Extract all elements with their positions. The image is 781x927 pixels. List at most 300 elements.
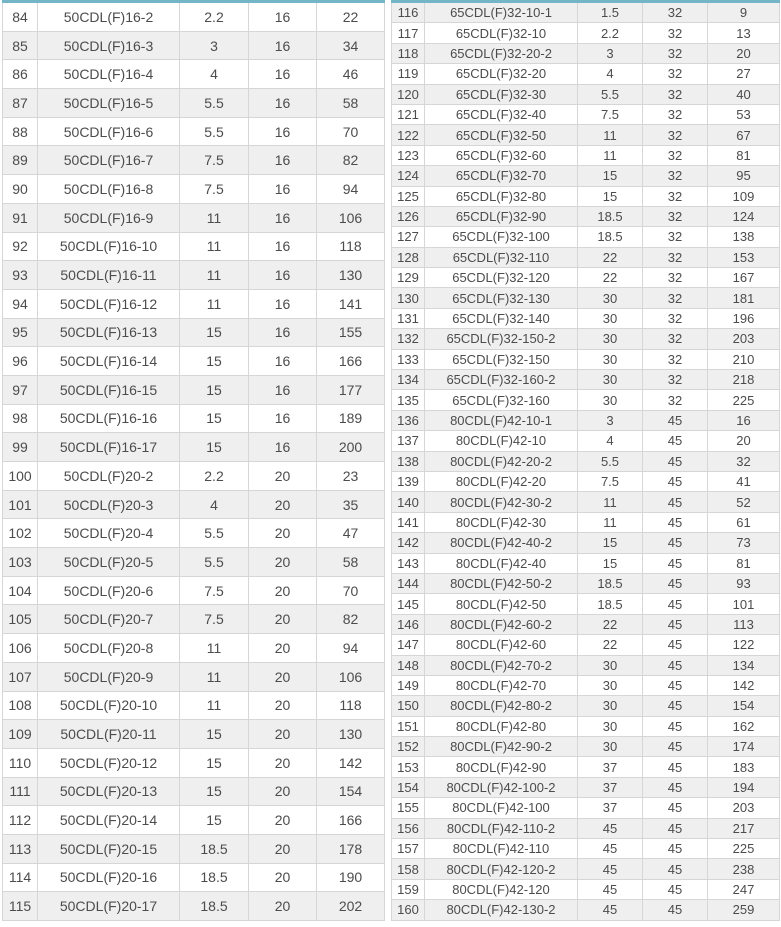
cell-model: 65CDL(F)32-160 xyxy=(425,390,578,410)
cell-model: 50CDL(F)20-3 xyxy=(38,490,180,519)
cell-power: 5.5 xyxy=(180,519,249,548)
cell-flow: 32 xyxy=(643,166,708,186)
cell-head: 142 xyxy=(317,748,385,777)
cell-power: 4 xyxy=(180,490,249,519)
cell-row-number: 89 xyxy=(3,146,38,175)
cell-head: 94 xyxy=(317,175,385,204)
cell-flow: 32 xyxy=(643,390,708,410)
cell-power: 30 xyxy=(578,655,643,675)
cell-power: 11 xyxy=(180,261,249,290)
cell-head: 81 xyxy=(708,553,780,573)
table-row xyxy=(3,490,385,519)
cell-flow: 32 xyxy=(643,370,708,390)
cell-power: 22 xyxy=(578,247,643,267)
cell-head: 40 xyxy=(708,84,780,104)
cell-model: 65CDL(F)32-10-1 xyxy=(425,2,578,23)
cell-head: 225 xyxy=(708,390,780,410)
cell-model: 65CDL(F)32-50 xyxy=(425,125,578,145)
cell-flow: 45 xyxy=(643,737,708,757)
cell-row-number: 96 xyxy=(3,347,38,376)
table-row xyxy=(3,605,385,634)
cell-head: 178 xyxy=(317,834,385,863)
cell-row-number: 137 xyxy=(392,431,425,451)
cell-flow: 32 xyxy=(643,64,708,84)
cell-power: 15 xyxy=(180,433,249,462)
cell-head: 247 xyxy=(708,879,780,899)
cell-head: 194 xyxy=(708,777,780,797)
cell-model: 65CDL(F)32-80 xyxy=(425,186,578,206)
table-row xyxy=(3,720,385,749)
cell-power: 37 xyxy=(578,757,643,777)
cell-power: 15 xyxy=(180,806,249,835)
table-row xyxy=(392,390,780,410)
cell-model: 65CDL(F)32-20-2 xyxy=(425,43,578,63)
cell-flow: 32 xyxy=(643,268,708,288)
cell-head: 46 xyxy=(317,60,385,89)
cell-flow: 16 xyxy=(249,203,317,232)
cell-row-number: 136 xyxy=(392,410,425,430)
cell-power: 4 xyxy=(578,64,643,84)
cell-model: 65CDL(F)32-40 xyxy=(425,104,578,124)
cell-row-number: 98 xyxy=(3,404,38,433)
cell-row-number: 155 xyxy=(392,798,425,818)
cell-model: 65CDL(F)32-20 xyxy=(425,64,578,84)
cell-head: 101 xyxy=(708,594,780,614)
cell-flow: 45 xyxy=(643,614,708,634)
cell-model: 65CDL(F)32-60 xyxy=(425,145,578,165)
table-row xyxy=(392,818,780,838)
table-row xyxy=(392,716,780,736)
cell-model: 65CDL(F)32-30 xyxy=(425,84,578,104)
table-row xyxy=(392,329,780,349)
cell-row-number: 90 xyxy=(3,175,38,204)
cell-power: 11 xyxy=(180,662,249,691)
cell-head: 34 xyxy=(317,31,385,60)
cell-row-number: 123 xyxy=(392,145,425,165)
table-row xyxy=(3,662,385,691)
table-row xyxy=(3,433,385,462)
cell-head: 35 xyxy=(317,490,385,519)
cell-power: 4 xyxy=(180,60,249,89)
cell-power: 45 xyxy=(578,859,643,879)
cell-model: 50CDL(F)20-12 xyxy=(38,748,180,777)
cell-power: 45 xyxy=(578,839,643,859)
cell-power: 11 xyxy=(578,492,643,512)
cell-flow: 20 xyxy=(249,892,317,921)
cell-model: 80CDL(F)42-10 xyxy=(425,431,578,451)
cell-flow: 20 xyxy=(249,519,317,548)
cell-row-number: 150 xyxy=(392,696,425,716)
cell-model: 80CDL(F)42-120 xyxy=(425,879,578,899)
cell-flow: 16 xyxy=(249,31,317,60)
cell-model: 65CDL(F)32-120 xyxy=(425,268,578,288)
cell-row-number: 94 xyxy=(3,289,38,318)
cell-model: 50CDL(F)20-13 xyxy=(38,777,180,806)
table-row xyxy=(3,576,385,605)
cell-power: 5.5 xyxy=(578,84,643,104)
cell-row-number: 118 xyxy=(392,43,425,63)
cell-row-number: 95 xyxy=(3,318,38,347)
cell-flow: 16 xyxy=(249,232,317,261)
cell-row-number: 160 xyxy=(392,900,425,920)
table-row xyxy=(3,60,385,89)
cell-row-number: 104 xyxy=(3,576,38,605)
cell-model: 50CDL(F)20-15 xyxy=(38,834,180,863)
cell-flow: 20 xyxy=(249,863,317,892)
cell-flow: 16 xyxy=(249,2,317,32)
cell-power: 11 xyxy=(578,145,643,165)
cell-power: 3 xyxy=(578,43,643,63)
table-row xyxy=(3,404,385,433)
cell-row-number: 92 xyxy=(3,232,38,261)
cell-power: 7.5 xyxy=(180,175,249,204)
pump-table-right-body xyxy=(392,2,780,921)
cell-row-number: 100 xyxy=(3,462,38,491)
table-row xyxy=(392,879,780,899)
cell-head: 22 xyxy=(317,2,385,32)
table-row xyxy=(392,737,780,757)
cell-model: 50CDL(F)16-7 xyxy=(38,146,180,175)
cell-row-number: 153 xyxy=(392,757,425,777)
cell-flow: 16 xyxy=(249,261,317,290)
table-row xyxy=(392,227,780,247)
table-row xyxy=(3,175,385,204)
cell-power: 45 xyxy=(578,818,643,838)
cell-head: 73 xyxy=(708,533,780,553)
cell-power: 4 xyxy=(578,431,643,451)
table-row xyxy=(392,757,780,777)
cell-power: 7.5 xyxy=(180,576,249,605)
cell-flow: 32 xyxy=(643,186,708,206)
cell-flow: 32 xyxy=(643,2,708,23)
cell-head: 20 xyxy=(708,43,780,63)
cell-model: 50CDL(F)16-6 xyxy=(38,117,180,146)
cell-row-number: 113 xyxy=(3,834,38,863)
table-row xyxy=(392,268,780,288)
cell-model: 50CDL(F)16-9 xyxy=(38,203,180,232)
cell-row-number: 129 xyxy=(392,268,425,288)
table-row xyxy=(3,318,385,347)
cell-row-number: 111 xyxy=(3,777,38,806)
cell-flow: 20 xyxy=(249,806,317,835)
table-row xyxy=(392,859,780,879)
cell-row-number: 109 xyxy=(3,720,38,749)
cell-flow: 32 xyxy=(643,23,708,43)
cell-power: 18.5 xyxy=(578,594,643,614)
cell-flow: 45 xyxy=(643,533,708,553)
cell-row-number: 135 xyxy=(392,390,425,410)
table-row xyxy=(392,512,780,532)
cell-row-number: 133 xyxy=(392,349,425,369)
table-row xyxy=(3,462,385,491)
cell-model: 50CDL(F)16-4 xyxy=(38,60,180,89)
cell-head: 118 xyxy=(317,691,385,720)
cell-flow: 20 xyxy=(249,720,317,749)
cell-row-number: 156 xyxy=(392,818,425,838)
cell-head: 196 xyxy=(708,308,780,328)
cell-head: 106 xyxy=(317,203,385,232)
cell-head: 166 xyxy=(317,347,385,376)
cell-row-number: 110 xyxy=(3,748,38,777)
cell-flow: 32 xyxy=(643,104,708,124)
cell-row-number: 87 xyxy=(3,89,38,118)
table-row xyxy=(392,492,780,512)
table-row xyxy=(392,573,780,593)
cell-row-number: 119 xyxy=(392,64,425,84)
cell-flow: 45 xyxy=(643,451,708,471)
table-row xyxy=(3,748,385,777)
table-row xyxy=(3,777,385,806)
cell-model: 80CDL(F)42-40-2 xyxy=(425,533,578,553)
table-row xyxy=(3,2,385,32)
cell-head: 217 xyxy=(708,818,780,838)
cell-power: 7.5 xyxy=(578,104,643,124)
cell-model: 80CDL(F)42-50-2 xyxy=(425,573,578,593)
cell-model: 80CDL(F)42-60-2 xyxy=(425,614,578,634)
cell-head: 134 xyxy=(708,655,780,675)
cell-flow: 32 xyxy=(643,125,708,145)
cell-row-number: 143 xyxy=(392,553,425,573)
table-row xyxy=(3,146,385,175)
cell-flow: 20 xyxy=(249,605,317,634)
cell-flow: 32 xyxy=(643,329,708,349)
table-row xyxy=(3,691,385,720)
cell-power: 45 xyxy=(578,900,643,920)
cell-head: 130 xyxy=(317,720,385,749)
cell-flow: 45 xyxy=(643,777,708,797)
cell-head: 154 xyxy=(317,777,385,806)
cell-row-number: 101 xyxy=(3,490,38,519)
cell-model: 80CDL(F)42-120-2 xyxy=(425,859,578,879)
cell-model: 80CDL(F)42-30-2 xyxy=(425,492,578,512)
cell-head: 183 xyxy=(708,757,780,777)
cell-power: 15 xyxy=(180,375,249,404)
cell-model: 50CDL(F)20-14 xyxy=(38,806,180,835)
table-row xyxy=(392,696,780,716)
cell-flow: 45 xyxy=(643,431,708,451)
cell-model: 65CDL(F)32-110 xyxy=(425,247,578,267)
cell-model: 65CDL(F)32-10 xyxy=(425,23,578,43)
cell-head: 124 xyxy=(708,206,780,226)
cell-head: 47 xyxy=(317,519,385,548)
cell-head: 113 xyxy=(708,614,780,634)
cell-flow: 45 xyxy=(643,839,708,859)
cell-head: 27 xyxy=(708,64,780,84)
cell-head: 70 xyxy=(317,576,385,605)
cell-flow: 20 xyxy=(249,634,317,663)
table-row xyxy=(392,308,780,328)
cell-flow: 45 xyxy=(643,635,708,655)
table-row xyxy=(392,431,780,451)
table-row xyxy=(392,410,780,430)
cell-row-number: 121 xyxy=(392,104,425,124)
cell-row-number: 122 xyxy=(392,125,425,145)
cell-row-number: 106 xyxy=(3,634,38,663)
cell-row-number: 138 xyxy=(392,451,425,471)
cell-flow: 16 xyxy=(249,404,317,433)
cell-flow: 45 xyxy=(643,859,708,879)
table-row xyxy=(392,471,780,491)
cell-model: 50CDL(F)16-11 xyxy=(38,261,180,290)
cell-power: 30 xyxy=(578,308,643,328)
cell-model: 50CDL(F)20-16 xyxy=(38,863,180,892)
cell-model: 80CDL(F)42-80-2 xyxy=(425,696,578,716)
cell-power: 22 xyxy=(578,268,643,288)
cell-flow: 45 xyxy=(643,655,708,675)
table-row xyxy=(392,43,780,63)
cell-power: 15 xyxy=(578,166,643,186)
pump-table-left-body xyxy=(3,2,385,921)
cell-head: 203 xyxy=(708,329,780,349)
cell-flow: 20 xyxy=(249,548,317,577)
cell-row-number: 124 xyxy=(392,166,425,186)
table-row xyxy=(392,186,780,206)
cell-model: 80CDL(F)42-110-2 xyxy=(425,818,578,838)
table-row xyxy=(3,203,385,232)
cell-model: 80CDL(F)42-70-2 xyxy=(425,655,578,675)
cell-row-number: 139 xyxy=(392,471,425,491)
cell-row-number: 99 xyxy=(3,433,38,462)
cell-power: 7.5 xyxy=(180,146,249,175)
cell-head: 67 xyxy=(708,125,780,145)
cell-model: 80CDL(F)42-90-2 xyxy=(425,737,578,757)
cell-model: 80CDL(F)42-100-2 xyxy=(425,777,578,797)
cell-power: 18.5 xyxy=(578,573,643,593)
cell-power: 11 xyxy=(180,203,249,232)
cell-flow: 32 xyxy=(643,145,708,165)
cell-power: 2.2 xyxy=(578,23,643,43)
cell-model: 50CDL(F)16-3 xyxy=(38,31,180,60)
table-row xyxy=(3,347,385,376)
table-row xyxy=(3,289,385,318)
table-row xyxy=(392,655,780,675)
cell-head: 167 xyxy=(708,268,780,288)
cell-row-number: 103 xyxy=(3,548,38,577)
cell-power: 22 xyxy=(578,635,643,655)
cell-flow: 45 xyxy=(643,818,708,838)
cell-power: 18.5 xyxy=(180,834,249,863)
table-row xyxy=(392,23,780,43)
cell-head: 238 xyxy=(708,859,780,879)
cell-model: 65CDL(F)32-150 xyxy=(425,349,578,369)
cell-flow: 16 xyxy=(249,175,317,204)
cell-row-number: 120 xyxy=(392,84,425,104)
cell-power: 5.5 xyxy=(180,117,249,146)
cell-row-number: 140 xyxy=(392,492,425,512)
cell-flow: 16 xyxy=(249,375,317,404)
cell-model: 50CDL(F)20-6 xyxy=(38,576,180,605)
cell-head: 93 xyxy=(708,573,780,593)
cell-head: 162 xyxy=(708,716,780,736)
table-row xyxy=(392,64,780,84)
cell-head: 61 xyxy=(708,512,780,532)
table-row xyxy=(3,863,385,892)
cell-head: 154 xyxy=(708,696,780,716)
cell-power: 30 xyxy=(578,737,643,757)
cell-power: 11 xyxy=(180,232,249,261)
cell-power: 7.5 xyxy=(578,471,643,491)
cell-model: 50CDL(F)20-2 xyxy=(38,462,180,491)
cell-model: 80CDL(F)42-50 xyxy=(425,594,578,614)
cell-power: 18.5 xyxy=(180,892,249,921)
cell-flow: 32 xyxy=(643,43,708,63)
cell-row-number: 97 xyxy=(3,375,38,404)
cell-head: 181 xyxy=(708,288,780,308)
cell-row-number: 86 xyxy=(3,60,38,89)
cell-power: 18.5 xyxy=(578,227,643,247)
cell-model: 80CDL(F)42-20-2 xyxy=(425,451,578,471)
table-row xyxy=(392,2,780,23)
cell-row-number: 114 xyxy=(3,863,38,892)
cell-power: 15 xyxy=(578,553,643,573)
cell-flow: 20 xyxy=(249,462,317,491)
cell-row-number: 88 xyxy=(3,117,38,146)
cell-row-number: 130 xyxy=(392,288,425,308)
cell-flow: 16 xyxy=(249,433,317,462)
table-row xyxy=(3,548,385,577)
cell-model: 80CDL(F)42-100 xyxy=(425,798,578,818)
cell-flow: 45 xyxy=(643,471,708,491)
table-row xyxy=(392,900,780,920)
cell-model: 50CDL(F)16-17 xyxy=(38,433,180,462)
cell-model: 50CDL(F)16-8 xyxy=(38,175,180,204)
cell-head: 13 xyxy=(708,23,780,43)
cell-row-number: 126 xyxy=(392,206,425,226)
cell-model: 50CDL(F)20-9 xyxy=(38,662,180,691)
cell-flow: 45 xyxy=(643,410,708,430)
cell-row-number: 152 xyxy=(392,737,425,757)
cell-row-number: 148 xyxy=(392,655,425,675)
table-row xyxy=(392,104,780,124)
pump-table-right xyxy=(391,0,780,921)
table-row xyxy=(392,288,780,308)
table-row xyxy=(392,166,780,186)
cell-flow: 45 xyxy=(643,594,708,614)
cell-head: 138 xyxy=(708,227,780,247)
cell-power: 30 xyxy=(578,288,643,308)
cell-flow: 20 xyxy=(249,490,317,519)
cell-head: 9 xyxy=(708,2,780,23)
cell-flow: 45 xyxy=(643,696,708,716)
cell-flow: 32 xyxy=(643,308,708,328)
cell-head: 82 xyxy=(317,605,385,634)
cell-model: 50CDL(F)16-2 xyxy=(38,2,180,32)
cell-head: 189 xyxy=(317,404,385,433)
cell-head: 155 xyxy=(317,318,385,347)
cell-flow: 45 xyxy=(643,900,708,920)
cell-model: 80CDL(F)42-40 xyxy=(425,553,578,573)
cell-power: 30 xyxy=(578,716,643,736)
cell-row-number: 115 xyxy=(3,892,38,921)
cell-head: 52 xyxy=(708,492,780,512)
cell-power: 37 xyxy=(578,777,643,797)
cell-model: 50CDL(F)16-16 xyxy=(38,404,180,433)
cell-flow: 32 xyxy=(643,349,708,369)
cell-model: 50CDL(F)20-7 xyxy=(38,605,180,634)
cell-power: 30 xyxy=(578,696,643,716)
cell-power: 5.5 xyxy=(578,451,643,471)
table-row xyxy=(3,232,385,261)
cell-flow: 32 xyxy=(643,247,708,267)
cell-power: 15 xyxy=(180,748,249,777)
cell-head: 166 xyxy=(317,806,385,835)
cell-head: 41 xyxy=(708,471,780,491)
cell-row-number: 158 xyxy=(392,859,425,879)
cell-model: 80CDL(F)42-130-2 xyxy=(425,900,578,920)
cell-flow: 45 xyxy=(643,879,708,899)
cell-model: 50CDL(F)20-11 xyxy=(38,720,180,749)
cell-row-number: 144 xyxy=(392,573,425,593)
